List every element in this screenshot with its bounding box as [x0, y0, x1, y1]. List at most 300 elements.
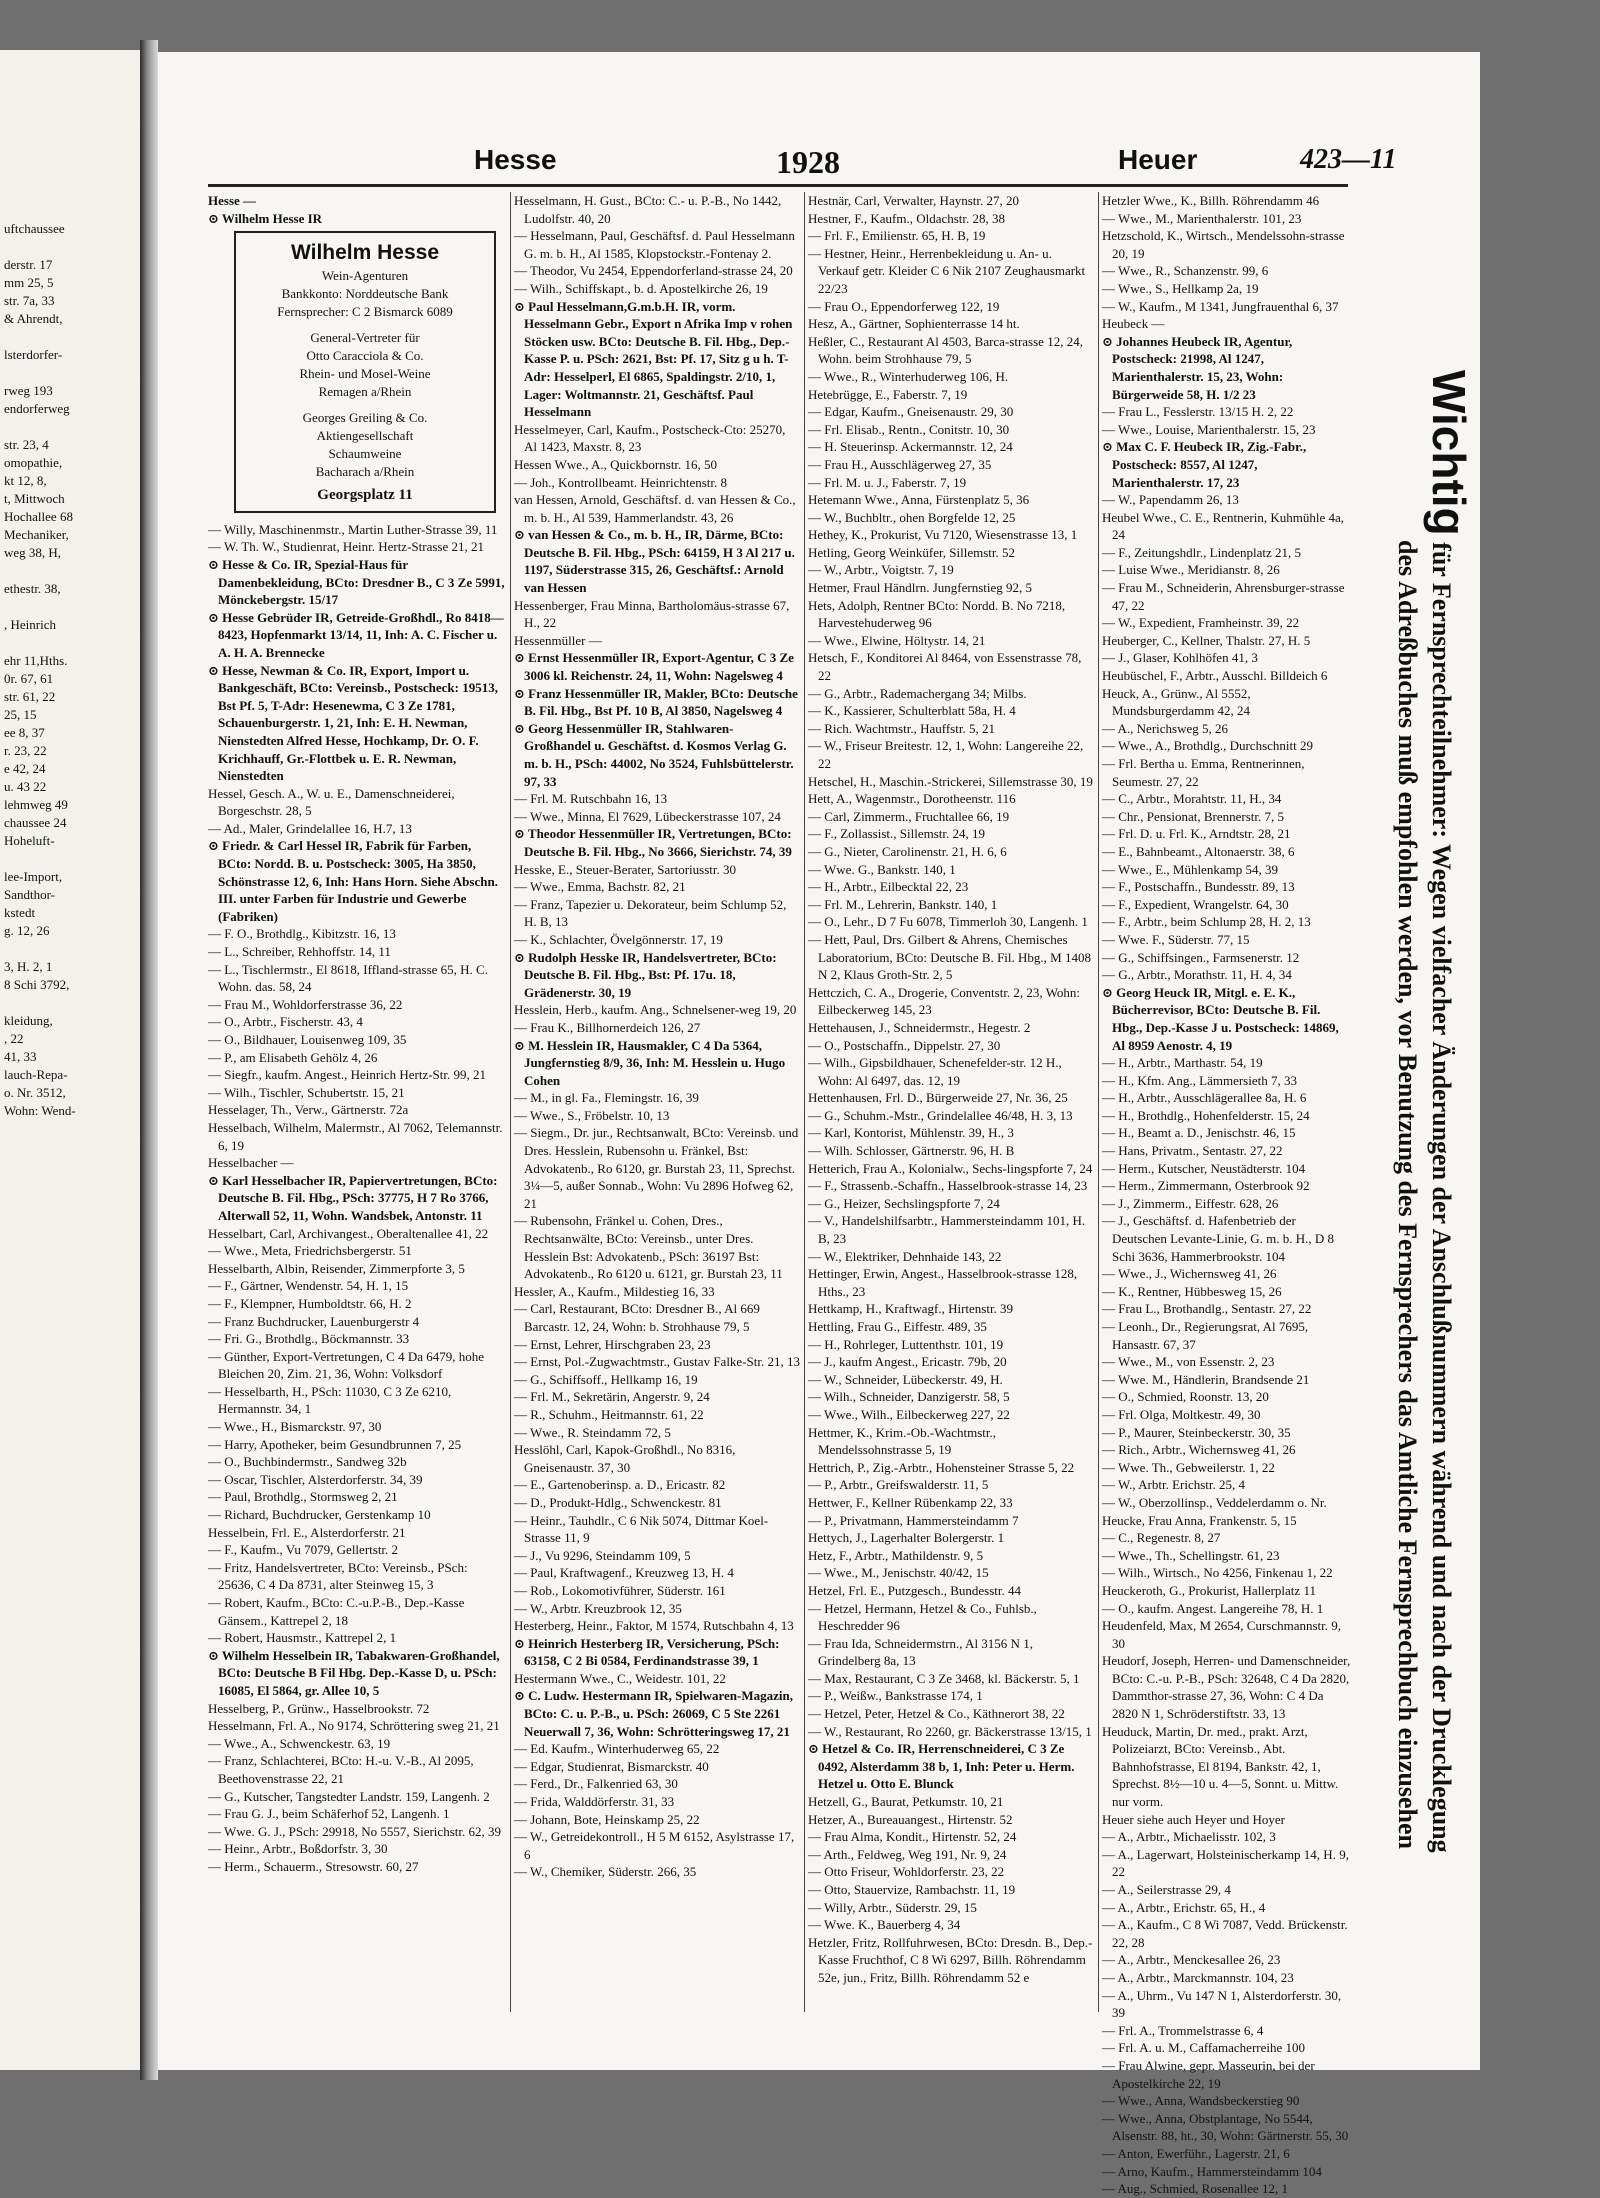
directory-entry: ⊙ M. Hesslein IR, Hausmakler, C 4 Da 5364, Jungfernstieg 8/9, 36, Inh: M. Hesslein u. Hugo Cohen: [514, 1037, 786, 1088]
left-page-line: lee-Import,: [4, 869, 63, 884]
directory-entry: — Frl. F., Emilienstr. 65, H. B, 19: [808, 228, 986, 244]
directory-entry: — Anton, Ewerführ., Lagerstr. 21, 6: [1102, 2145, 1290, 2161]
directory-entry: — Theodor, Vu 2454, Eppendorferland-strasse 24, 20: [514, 263, 793, 279]
directory-entry: — F., Expedient, Wrangelstr. 64, 30: [1102, 896, 1289, 912]
directory-entry: — J., kaufm Angest., Ericastr. 79b, 20: [808, 1354, 1007, 1370]
directory-entry: — Wwe., R., Winterhuderweg 106, H.: [808, 368, 1009, 384]
directory-entry: Hestermann Wwe., C., Weidestr. 101, 22: [514, 1670, 726, 1686]
left-page-line: o. Nr. 3512,: [4, 1085, 66, 1100]
directory-entry: Hettinger, Erwin, Angest., Hasselbrook-strasse 128, Hths., 23: [808, 1266, 1078, 1299]
header-last-name: Heuer: [1118, 144, 1198, 175]
directory-entry: Hesselbart, Carl, Archivangest., Oberaltenallee 41, 22: [208, 1225, 489, 1241]
directory-entry: ⊙ Hesse & Co. IR, Spezial-Haus für Damenbekleidung, BCto: Dresdner B., C 3 Ze 5991, Mönckebergstr. 15/17: [208, 556, 505, 608]
directory-entry: Heßler, C., Restaurant Al 4503, Barca-strasse 12, 24, Wohn. beim Strohhause 79, 5: [808, 333, 1083, 367]
left-page-line: kstedt: [4, 905, 36, 920]
advertisement-box: [234, 231, 496, 513]
directory-entry: — Robert, Hausmstr., Kattrepel 2, 1: [208, 1630, 397, 1646]
directory-entry: — Hetzel, Hermann, Hetzel & Co., Fuhlsb., Heschredder 96: [808, 1600, 1037, 1634]
directory-entry: — Arno, Kaufm., Hammersteindamm 104: [1102, 2163, 1322, 2179]
directory-entry: Hettehausen, J., Schneidermstr., Hegestr. 2: [808, 1019, 1031, 1035]
directory-entry: — Frl. Bertha u. Emma, Rentnerinnen, Seumestr. 27, 22: [1102, 756, 1305, 789]
column-3: [808, 192, 1094, 2012]
directory-entry: Hesselmann, H. Gust., BCto: C.- u. P.-B., No 1442, Ludolfstr. 40, 20: [514, 193, 782, 226]
directory-entry: ⊙ Heinrich Hesterberg IR, Versicherung, PSch: 63158, C 2 Bi 0584, Ferdinandstrasse 39, 1: [514, 1635, 780, 1669]
directory-entry: — Hestner, Heinr., Herrenbekleidung u. An- u. Verkauf getr. Kleider C 6 Nik 2107 Zeughausmarkt 22/23: [808, 245, 1086, 296]
directory-entry: — Wwe., Wilh., Eilbeckerweg 227, 22: [808, 1406, 1010, 1422]
directory-entry: — E., Bahnbeamt., Altonaerstr. 38, 6: [1102, 843, 1295, 859]
directory-entry: — Paul, Brothdlg., Stormsweg 2, 21: [208, 1489, 398, 1505]
directory-entry: Heuberger, C., Kellner, Thalstr. 27, H. 5: [1102, 632, 1311, 648]
directory-entry: — Siegfr., kaufm. Angest., Heinrich Hertz-Str. 99, 21: [208, 1067, 487, 1083]
directory-entry: — H., Arbtr., Ausschlägerallee 8a, H. 6: [1102, 1090, 1307, 1106]
left-page-line: str. 61, 22: [4, 689, 56, 704]
directory-entry: Hethey, K., Prokurist, Vu 7120, Wiesenstrasse 13, 1: [808, 527, 1078, 543]
directory-entry: — Wwe., S., Hellkamp 2a, 19: [1102, 280, 1259, 296]
header-rule: [208, 184, 1348, 187]
directory-entry: van Hessen, Arnold, Geschäftsf. d. van Hessen & Co., m. b. H., Al 539, Hammerlandstr. 43, 26: [514, 492, 796, 525]
directory-entry: — J., Glaser, Kohlhöfen 41, 3: [1102, 650, 1258, 666]
directory-entry: — Heinr., Tauhdlr., C 6 Nik 5074, Dittmar Koel-Strasse 11, 9: [514, 1512, 769, 1546]
left-page-line: e 42, 24: [4, 761, 46, 776]
col1-subheading: ⊙ Wilhelm Hesse IR: [208, 210, 323, 226]
directory-entry: ⊙ van Hessen & Co., m. b. H., IR, Därme, BCto: Deutsche B. Fil. Hbg., PSch: 64159, H 3 Al 217 u. 1197, Süderstrasse 315, 26, Geschäftsf.: Arnold van Hessen: [514, 527, 795, 596]
directory-entry: — A., Uhrm., Vu 147 N 1, Alsterdorferstr. 30, 39: [1102, 1987, 1342, 2021]
directory-entry: — Fritz, Handelsvertreter, BCto: Vereinsb., PSch: 25636, C 4 Da 8731, alter Steinweg 15, 3: [208, 1559, 468, 1593]
directory-entry: — W. Th. W., Studienrat, Heinr. Hertz-Strasse 21, 21: [208, 539, 484, 555]
directory-entry: Hetling, Georg Weinküfer, Sillemstr. 52: [808, 544, 1016, 560]
directory-entry: Hesterberg, Heinr., Faktor, M 1574, Rutschbahn 4, 13: [514, 1618, 794, 1634]
directory-entry: — O., Postschaffn., Dippelstr. 27, 30: [808, 1037, 1001, 1053]
directory-entry: Hetterich, Frau A., Kolonialw., Sechs-lingspforte 7, 24: [808, 1160, 1093, 1176]
directory-entry: Hettych, J., Lagerhalter Bolergerstr. 1: [808, 1530, 1005, 1546]
directory-entry: — Hesselbarth, H., PSch: 11030, C 3 Ze 6210, Hermannstr. 34, 1: [208, 1383, 452, 1417]
directory-entry: Heuduck, Martin, Dr. med., prakt. Arzt, Polizeiarzt, BCto: Vereinsb., Abt. Bahnhofstrasse, El 8194, Bankstr. 42, 1, Sprechst. 8½—10 u. 4—5, Sonnt. u. Mittw. nur vorm.: [1102, 1723, 1339, 1810]
directory-entry: — Frau M., Wohldorferstrasse 36, 22: [208, 996, 403, 1012]
directory-entry: Hettenhausen, Frl. D., Bürgerweide 27, Nr. 36, 25: [808, 1090, 1068, 1106]
directory-entry: — R., Schuhm., Heitmannstr. 61, 22: [514, 1406, 704, 1422]
directory-entry: — A., Arbtr., Michaelisstr. 102, 3: [1102, 1829, 1276, 1845]
directory-entry: ⊙ Max C. F. Heubeck IR, Zig.-Fabr., Postscheck: 8557, Al 1247, Marienthalerstr. 17, 23: [1102, 439, 1307, 490]
left-page-line: r. 23, 22: [4, 743, 47, 758]
ad-line: Remagen a/Rhein: [318, 384, 412, 400]
directory-entry: Hetsch, F., Konditorei Al 8464, von Essenstrasse 78, 22: [808, 650, 1082, 684]
left-page-line: g. 12, 26: [4, 923, 50, 938]
directory-entry: ⊙ Georg Hessenmüller IR, Stahlwaren-Großhandel u. Geschäftst. d. Kosmos Verlag G. m. b. H., PSch: 44002, No 3524, Fuhlsbüttelerstr. 97, 33: [514, 720, 794, 789]
directory-entry: — O., Bildhauer, Louisenweg 109, 35: [208, 1032, 407, 1047]
directory-entry: — Hetzel, Peter, Hetzel & Co., Käthnerort 38, 22: [808, 1706, 1065, 1722]
directory-entry: — Frl. Olga, Moltkestr. 49, 30: [1102, 1406, 1261, 1422]
directory-entry: — Rich., Arbtr., Wichernsweg 41, 26: [1102, 1442, 1296, 1458]
ad-line: Rhein- und Mosel-Weine: [299, 366, 431, 382]
directory-entry: — Wwe., Minna, El 7629, Lübeckerstrasse 107, 24: [514, 808, 781, 824]
left-page-line: [0, 364, 140, 382]
directory-entry: Hettkamp, H., Kraftwagf., Hirtenstr. 39: [808, 1301, 1014, 1317]
column-4: [1102, 192, 1352, 2197]
ad-address: Georgsplatz 11: [317, 487, 413, 504]
directory-entry: — Wwe. G. J., PSch: 29918, No 5557, Sierichstr. 62, 39: [208, 1823, 501, 1839]
directory-entry: ⊙ Wilhelm Hesselbein IR, Tabakwaren-Großhandel, BCto: Deutsche B Fil Hbg. Dep.-Kasse D, u. PSch: 16085, El 5864, gr. Allee 10, 5: [208, 1647, 500, 1698]
directory-entry: — Frau Alwine, gepr. Masseurin, bei der Apostelkirche 22, 19: [1102, 2057, 1315, 2091]
directory-entry: — Heinr., Arbtr., Boßdorfstr. 3, 30: [208, 1841, 388, 1857]
directory-entry: Heuer siehe auch Heyer und Hoyer: [1102, 1811, 1286, 1827]
directory-entry: — Johann, Bote, Heinskamp 25, 22: [514, 1811, 700, 1827]
ad-line: Aktiengesellschaft: [316, 428, 414, 444]
directory-entry: — Ernst, Pol.-Zugwachtmstr., Gustav Falke-Str. 21, 13: [514, 1354, 800, 1370]
left-page-line: Mechaniker,: [4, 527, 69, 542]
left-page-line: rweg 193: [4, 383, 53, 398]
directory-entry: — H., Arbtr., Marthastr. 54, 19: [1102, 1055, 1263, 1071]
directory-entry: — Wwe., A., Schwenckestr. 63, 19: [208, 1735, 391, 1751]
directory-entry: ⊙ Hesse Gebrüder IR, Getreide-Großhdl., Ro 8418—8423, Hopfenmarkt 13/14, 11, Inh: A. C. Fischer u. A. H. A. Brennecke: [208, 609, 504, 660]
directory-entry: — H., Beamt a. D., Jenischstr. 46, 15: [1102, 1125, 1296, 1141]
directory-entry: — L., Tischlermstr., El 8618, Iffland-strasse 65, H. C. Wohn. das. 58, 24: [208, 961, 488, 995]
ad-line: Fernsprecher: C 2 Bismarck 6089: [277, 304, 453, 320]
directory-entry: — Wilh., Schiffskapt., b. d. Apostelkirche 26, 19: [514, 280, 768, 296]
directory-entry: — Wwe. Th., Gebweilerstr. 1, 22: [1102, 1459, 1275, 1475]
directory-entry: — Willy, Arbtr., Süderstr. 29, 15: [808, 1899, 977, 1915]
ad-line: Bacharach a/Rhein: [315, 464, 415, 480]
col1-entries: [208, 521, 506, 1876]
directory-entry: — A., Nerichsweg 5, 26: [1102, 720, 1229, 736]
directory-entry: Hesz, A., Gärtner, Sophienterrasse 14 ht.: [808, 316, 1020, 332]
directory-entry: — Wwe., Emma, Bachstr. 82, 21: [514, 879, 686, 895]
directory-entry: Heucke, Frau Anna, Frankenstr. 5, 15: [1102, 1512, 1297, 1528]
directory-entry: — W., Elektriker, Dehnhaide 143, 22: [808, 1248, 1002, 1264]
left-page-line: Wohn: Wend-: [4, 1103, 76, 1118]
directory-entry: — G., Heizer, Sechslingspforte 7, 24: [808, 1195, 1000, 1211]
directory-entry: — Wilh., Gipsbildhauer, Schenefelder-str. 12 H., Wohn: Al 6497, das. 12, 19: [808, 1055, 1062, 1088]
notice-title: Wichtig: [1423, 370, 1475, 536]
directory-entry: — C., Regenestr. 8, 27: [1102, 1530, 1221, 1546]
directory-entry: — Paul, Kraftwagenf., Kreuzweg 13, H. 4: [514, 1565, 734, 1581]
directory-entry: ⊙ Hetzel & Co. IR, Herrenschneiderei, C 3 Ze 0492, Alsterdamm 38 b, 1, Inh: Peter u. Herm. Hetzel u. Otto E. Blunck: [808, 1741, 1075, 1792]
directory-entry: — Wilh., Wirtsch., No 4256, Finkenau 1, 22: [1102, 1565, 1333, 1581]
directory-entry: — Frl. M., Lehrerin, Bankstr. 140, 1: [808, 896, 998, 912]
side-notice-banner: [1362, 370, 1478, 1870]
directory-entry: Hesselbarth, Albin, Reisender, Zimmerpforte 3, 5: [208, 1260, 465, 1276]
ad-line: Otto Caracciola & Co.: [306, 348, 424, 364]
directory-entry: — Franz, Tapezier u. Dekorateur, beim Schlump 52, H. B, 13: [514, 896, 787, 930]
directory-entry: Hetmer, Fraul Händlrn. Jungfernstieg 92, 5: [808, 580, 1033, 596]
directory-entry: — A., Lagerwart, Holsteinischerkamp 14, H. 9, 22: [1102, 1846, 1349, 1880]
directory-entry: Hesslöhl, Carl, Kapok-Großhdl., No 8316, Gneisenaustr. 37, 30: [514, 1442, 736, 1475]
directory-entry: — Wwe., Anna, Wandsbeckerstieg 90: [1102, 2093, 1300, 2109]
directory-entry: Hesselmann, Frl. A., No 9174, Schröttering sweg 21, 21: [208, 1718, 500, 1734]
directory-entry: — Hett, Paul, Drs. Gilbert & Ahrens, Chemisches Laboratorium, BCto: Deutsche B. Fil. Hbg., M 1408 N 2, Klaus Groth-Str. 2, 5: [808, 931, 1091, 983]
directory-entry: — Karl, Kontorist, Mühlenstr. 39, H., 3: [808, 1125, 1014, 1141]
directory-entry: Hetebrügge, E., Faberstr. 7, 19: [808, 386, 968, 402]
left-page-line: endorferweg: [4, 401, 70, 416]
directory-entry: — F., Gärtner, Wendenstr. 54, H. 1, 15: [208, 1278, 409, 1294]
directory-entry: Hettling, Frau G., Eiffestr. 489, 35: [808, 1319, 987, 1334]
directory-entry: — H., Kfm. Ang., Lämmersieth 7, 33: [1102, 1072, 1297, 1088]
directory-entry: Heubel Wwe., C. E., Rentnerin, Kuhmühle 4a, 24: [1102, 509, 1345, 543]
left-page-line: [0, 850, 140, 868]
directory-entry: — Wilh. Schlosser, Gärtnerstr. 96, H. B: [808, 1143, 1015, 1159]
column-divider: [804, 192, 805, 2012]
page-header: [158, 144, 1480, 184]
notice-line-2: des Adreßbuches muß empfohlen werden, vor Benutzung des Fernsprechers das Amtliche Fernsprechbuch einzusehen: [1393, 540, 1422, 1849]
directory-entry: — Günther, Export-Vertretungen, C 4 Da 6479, hohe Bleichen 20, Zim. 21, 36, Wohn: Volksdorf: [208, 1348, 485, 1382]
directory-entry: — Edgar, Studienrat, Bismarckstr. 40: [514, 1758, 709, 1774]
directory-entry: Hett, A., Wagenmstr., Dorotheenstr. 116: [808, 791, 1016, 807]
directory-entry: Hettwer, F., Kellner Rübenkamp 22, 33: [808, 1494, 1013, 1510]
directory-entry: Hetzschold, K., Wirtsch., Mendelssohn-strasse 20, 19: [1102, 228, 1345, 261]
left-page-line: lauch-Repa-: [4, 1067, 68, 1082]
directory-entry: — Wwe., R., Schanzenstr. 99, 6: [1102, 263, 1269, 279]
directory-entry: — Frau L., Brothandlg., Sentastr. 27, 22: [1102, 1301, 1312, 1317]
left-page-line: [0, 940, 140, 958]
directory-entry: Heubüschel, F., Arbtr., Ausschl. Billdeich 6: [1102, 668, 1328, 684]
left-page-line: [0, 598, 140, 616]
directory-entry: — Wwe., Anna, Obstplantage, No 5544, Alsenstr. 88, ht., 30, Wohn: Gärtnerstr. 55, 30: [1102, 2110, 1349, 2144]
directory-entry: — Hesselmann, Paul, Geschäftsf. d. Paul Hesselmann G. m. b. H., Al 1585, Klopstockstr.-Fontenay 2.: [514, 228, 795, 261]
directory-entry: — A., Arbtr., Erichstr. 65, H., 4: [1102, 1899, 1266, 1915]
directory-entry: — Franz Buchdrucker, Lauenburgerstr 4: [208, 1313, 420, 1329]
directory-entry: — V., Handelshilfsarbtr., Hammersteindamm 101, H. B, 23: [808, 1213, 1086, 1247]
directory-entry: — Otto, Stauervize, Rambachstr. 11, 19: [808, 1882, 1016, 1897]
directory-entry: ⊙ Karl Hesselbacher IR, Papiervertretungen, BCto: Deutsche B. Fil. Hbg., PSch: 37775, H 7 Ro 3766, Alterwall 52, 11, Wohn. Wandsbek, Antonstr. 11: [208, 1172, 498, 1223]
directory-entry: Hesselager, Th., Verw., Gärtnerstr. 72a: [208, 1102, 409, 1118]
directory-entry: — W., Arbtr., Voigtstr. 7, 19: [808, 562, 954, 578]
directory-entry: — Wwe. F., Süderstr. 77, 15: [1102, 931, 1250, 947]
directory-entry: — A., Seilerstrasse 29, 4: [1102, 1882, 1231, 1897]
left-page-line: omopathie,: [4, 455, 63, 470]
directory-entry: — W., Oberzollinsp., Veddelerdamm o. Nr.: [1102, 1494, 1327, 1510]
left-page-line: uftchaussee: [4, 221, 65, 236]
ad-line: Schaumweine: [328, 446, 402, 462]
directory-entry: Heuck, A., Grünw., Al 5552, Mundsburgerdamm 42, 24: [1102, 685, 1251, 719]
left-page-line: str. 23, 4: [4, 437, 49, 452]
column-divider: [510, 192, 511, 2012]
directory-entry: — A., Arbtr., Menckesallee 26, 23: [1102, 1952, 1281, 1968]
directory-entry: — W., Papendamm 26, 13: [1102, 492, 1239, 508]
directory-entry: — Wwe. G., Bankstr. 140, 1: [808, 861, 956, 877]
left-page-line: [0, 328, 140, 346]
directory-entry: — Carl, Zimmerm., Fruchtallee 66, 19: [808, 808, 1010, 824]
directory-entry: — G., Schiffsoff., Hellkamp 16, 19: [514, 1371, 698, 1387]
left-page-line: [0, 418, 140, 436]
left-page-line: 8 Schi 3792,: [4, 977, 70, 992]
left-page-line: mm 25, 5: [4, 275, 54, 290]
directory-entry: Hesselbach, Wilhelm, Malermstr., Al 7062, Telemannstr. 6, 19: [208, 1119, 503, 1153]
directory-entry: — F., Klempner, Humboldtstr. 66, H. 2: [208, 1295, 412, 1311]
directory-entry: — Frau Alma, Kondit., Hirtenstr. 52, 24: [808, 1829, 1017, 1845]
left-page-line: str. 7a, 33: [4, 293, 55, 308]
directory-entry: — Wwe., M., von Essenstr. 2, 23: [1102, 1354, 1275, 1370]
left-facing-page-fragment: [0, 50, 140, 2070]
directory-entry: — W., Getreidekontroll., H 5 M 6152, Asylstrasse 17, 6: [514, 1829, 795, 1862]
scan-background: [1480, 0, 1600, 2177]
directory-entry: — J., Zimmerm., Eiffestr. 628, 26: [1102, 1195, 1279, 1211]
directory-entry: Hesselberg, P., Grünw., Hasselbrookstr. 72: [208, 1700, 430, 1716]
left-page-line: chaussee 24: [4, 815, 67, 830]
directory-entry: — Frl. M. Rutschbahn 16, 13: [514, 791, 668, 807]
directory-entry: — Frau K., Billhornerdeich 126, 27: [514, 1019, 701, 1035]
directory-entry: — A., Kaufm., C 8 Wi 7087, Vedd. Brückenstr. 22, 28: [1102, 1917, 1348, 1950]
directory-entry: — Wwe., R. Steindamm 72, 5: [514, 1424, 671, 1440]
directory-entry: — Aug., Schmied, Rosenallee 12, 1: [1102, 2181, 1288, 2197]
directory-entry: — F., Zeitungshdlr., Lindenplatz 21, 5: [1102, 544, 1301, 560]
directory-entry: — K., Rentner, Hübbesweg 15, 26: [1102, 1283, 1282, 1299]
left-page-line: Hochallee 68: [4, 509, 73, 524]
directory-entry: — Wwe., M., Marienthalerstr. 101, 23: [1102, 210, 1302, 226]
directory-entry: — Frau M., Schneiderin, Ahrensburger-strasse 47, 22: [1102, 580, 1345, 613]
directory-entry: — F. O., Brothdlg., Kibitzstr. 16, 13: [208, 926, 396, 942]
ad-line: General-Vertreter für: [310, 330, 420, 346]
directory-entry: — F., Zollassist., Sillemstr. 24, 19: [808, 826, 986, 842]
directory-entry: — Frl. M., Sekretärin, Angerstr. 9, 24: [514, 1389, 710, 1405]
directory-entry: Hetz, F., Arbtr., Mathildenstr. 9, 5: [808, 1547, 984, 1563]
directory-entry: — Frau Ida, Schneidermstrn., Al 3156 N 1, Grindelberg 8a, 13: [808, 1635, 1033, 1669]
directory-entry: — W., Arbtr. Kreuzbrook 12, 35: [514, 1600, 682, 1616]
directory-entry: — Wwe. M., Händlerin, Brandsende 21: [1102, 1371, 1310, 1387]
directory-entry: — Leonh., Dr., Regierungsrat, Al 7695, Hansastr. 67, 37: [1102, 1319, 1309, 1352]
directory-entry: — F., Kaufm., Vu 7079, Gellertstr. 2: [208, 1542, 399, 1558]
directory-entry: ⊙ Johannes Heubeck IR, Agentur, Postscheck: 21998, Al 1247, Marienthalerstr. 15, 23, Wohn: Bürgerweide 58, H. 1/2 23: [1102, 333, 1293, 402]
directory-entry: Hetzel, Frl. E., Putzgesch., Bundesstr. 44: [808, 1582, 1022, 1598]
directory-entry: Heudorf, Joseph, Herren- und Damenschneider, BCto: C.-u. P.-B., PSch: 32648, C 4 Da 2820, Dammthor-strasse 27, 36, Wohn: C 4 Da 2820 N 1, Schröderstiftstr. 33, 13: [1102, 1653, 1351, 1722]
directory-entry: — W., Friseur Breitestr. 12, 1, Wohn: Langereihe 22, 22: [808, 738, 1084, 771]
directory-entry: — Frl. D. u. Frl. K., Arndtstr. 28, 21: [1102, 826, 1291, 842]
directory-entry: — Joh., Kontrollbeamt. Heinrichtenstr. 8: [514, 474, 728, 490]
directory-entry: ⊙ Hesse, Newman & Co. IR, Export, Import u. Bankgeschäft, BCto: Vereinsb., Postscheck: 19513, Bst Pf. 5, T-Adr: Hesenewma, C 3 Ze 1781, Schauenburgerstr. 1, 21, Inh: E. H. Newman, Nienstedten Alfred Hesse, Hochkamp, Dr. O. F. Krichhauff, Gr.-Flottbek u. E. R. Newman, Nienstedten: [208, 662, 498, 784]
directory-entry: — Wwe., Meta, Friedrichsbergerstr. 51: [208, 1243, 412, 1259]
left-page-line: [0, 994, 140, 1012]
directory-entry: — Rob., Lokomotivführer, Süderstr. 161: [514, 1582, 726, 1598]
left-page-line: [0, 238, 140, 256]
directory-entry: — Ernst, Lehrer, Hirschgraben 23, 23: [514, 1336, 711, 1352]
directory-entry: Heudenfeld, Max, M 2654, Curschmannstr. 9, 30: [1102, 1618, 1342, 1651]
directory-entry: — Wwe., Louise, Marienthalerstr. 15, 23: [1102, 421, 1316, 437]
column-2: [514, 192, 800, 2012]
directory-entry: — G., Kutscher, Tangstedter Landstr. 159, Langenh. 2: [208, 1788, 490, 1804]
directory-entry: — Franz, Schlachterei, BCto: H.-u. V.-B., Al 2095, Beethovenstrasse 22, 21: [208, 1753, 474, 1786]
directory-entry: Hessler, A., Kaufm., Mildestieg 16, 33: [514, 1283, 715, 1299]
directory-entry: — Rubensohn, Fränkel u. Cohen, Dres., Rechtsanwälte, BCto: Vereinsb., unter Dres. Hesslein Bst: Advokatenb., PSch: 36197 Bst: Advokatenb., Ro 6120 u. 6121, gr. Burstah 23, 11: [514, 1213, 783, 1282]
directory-entry: — K., Kassierer, Schulterblatt 58a, H. 4: [808, 703, 1016, 719]
directory-entry: Hessenmüller —: [514, 632, 602, 648]
left-page-line: 3, H. 2, 1: [4, 959, 53, 974]
directory-entry: Heubeck —: [1102, 316, 1165, 332]
directory-entry: — F., Strassenb.-Schaffn., Hasselbrook-strasse 14, 23: [808, 1178, 1088, 1194]
left-page-line: Sandthor-: [4, 887, 56, 902]
directory-entry: — H., Rohrleger, Luttenthstr. 101, 19: [808, 1336, 1004, 1352]
left-page-line: 25, 15: [4, 707, 37, 722]
book-gutter: [140, 40, 158, 2080]
directory-entry: — Carl, Restaurant, BCto: Dresdner B., Al 669 Barcastr. 12, 24, Wohn: b. Strohhause 79, 5: [514, 1301, 760, 1334]
directory-entry: — H., Brothdlg., Hohenfelderstr. 15, 24: [1102, 1107, 1310, 1123]
directory-entry: — P., Privatmann, Hammersteindamm 7: [808, 1512, 1019, 1528]
directory-entry: — Siegm., Dr. jur., Rechtsanwalt, BCto: Vereinsb. und Dres. Hesslein, Rubensohn u. Fränkel, Bst: Advokatenb., Ro 6120, gr. Burstah 23, 11, Sprechst. 3¼—5, außer Sonnab., Wohn: Vu 2896 Hofweg 62, 21: [514, 1125, 799, 1211]
directory-entry: — Edgar, Kaufm., Gneisenaustr. 29, 30: [808, 404, 1014, 420]
directory-entry: — Herm., Schauerm., Stresowstr. 60, 27: [208, 1858, 419, 1874]
left-page-line: ethestr. 38,: [4, 581, 61, 596]
directory-entry: — Frau G. J., beim Schäferhof 52, Langenh. 1: [208, 1806, 450, 1822]
directory-entry: Hestnär, Carl, Verwalter, Haynstr. 27, 20: [808, 193, 1020, 208]
left-page-line: kt 12, 8,: [4, 473, 47, 488]
directory-entry: — G., Nieter, Carolinenstr. 21, H. 6, 6: [808, 843, 1007, 859]
column-1: [208, 192, 506, 2012]
directory-entry: ⊙ Franz Hessenmüller IR, Makler, BCto: Deutsche B. Fil. Hbg., Bst Pf. 10 B, Al 3850, Nagelsweg 4: [514, 685, 798, 719]
directory-entry: — Herm., Zimmermann, Osterbrook 92: [1102, 1178, 1310, 1194]
directory-entry: — W., Expedient, Framheinstr. 39, 22: [1102, 615, 1300, 631]
directory-entry: — Wwe., S., Fröbelstr. 10, 13: [514, 1107, 670, 1123]
directory-entry: — Frau L., Fesslerstr. 13/15 H. 2, 22: [1102, 404, 1294, 420]
left-page-line: ehr 11,Hths.: [4, 653, 68, 668]
directory-entry: — W., Arbtr. Erichstr. 25, 4: [1102, 1477, 1245, 1493]
directory-entry: — Wwe., E., Mühlenkamp 54, 39: [1102, 861, 1278, 877]
directory-entry: — J., Geschäftsf. d. Hafenbetrieb der Deutschen Levante-Linie, G. m. b. H., D 8 Schi 3636, Hammerbrookstr. 104: [1102, 1213, 1335, 1264]
directory-entry: — F., Postschaffn., Bundesstr. 89, 13: [1102, 879, 1295, 895]
directory-entry: — W., Restaurant, Ro 2260, gr. Bäckerstrasse 13/15, 1: [808, 1723, 1092, 1739]
directory-entry: Hetschel, H., Maschin.-Strickerei, Sillemstrasse 30, 19: [808, 773, 1093, 789]
directory-entry: — Frl. Elisab., Rentn., Conitstr. 10, 30: [808, 421, 1010, 437]
left-page-line: lsterdorfer-: [4, 347, 63, 362]
directory-entry: Hesselbein, Frl. E., Alsterdorferstr. 21: [208, 1524, 406, 1540]
directory-entry: — Otto Friseur, Wohldorferstr. 23, 22: [808, 1864, 1005, 1880]
directory-entry: Hettmer, K., Krim.-Ob.-Wachtmstr., Mendelssohnstrasse 5, 19: [808, 1424, 996, 1458]
directory-entry: — O., Arbtr., Fischerstr. 43, 4: [208, 1014, 363, 1030]
directory-entry: — Frl. A. u. M., Caffamacherreihe 100: [1102, 2040, 1306, 2056]
directory-entry: — H., Arbtr., Eilbecktal 22, 23: [808, 879, 969, 895]
directory-entry: — Wwe., Elwine, Höltystr. 14, 21: [808, 632, 986, 648]
directory-entry: — Wilh., Schneider, Danzigerstr. 58, 5: [808, 1389, 1010, 1405]
directory-entry: — Richard, Buchdrucker, Gerstenkamp 10: [208, 1507, 431, 1523]
directory-entry: Hetzler, Fritz, Rollfuhrwesen, BCto: Dresdn. B., Dep.-Kasse Fruchthof, C 8 Wi 6297, Billh. Röhrendamm 52e, jun., Fritz, Billh. Röhrendamm 52 e: [808, 1934, 1093, 1985]
directory-entry: — Frl. A., Trommelstrasse 6, 4: [1102, 2022, 1264, 2038]
directory-entry: — Wwe., M., Jenischstr. 40/42, 15: [808, 1565, 989, 1581]
column-divider: [1098, 192, 1099, 2012]
directory-entry: — O., Lehr., D 7 Fu 6078, Timmerloh 30, Langenh. 1: [808, 914, 1088, 930]
directory-entry: Hessenberger, Frau Minna, Bartholomäus-strasse 67, H., 22: [514, 597, 790, 631]
directory-entry: — F., Arbtr., beim Schlump 28, H. 2, 13: [1102, 914, 1311, 930]
directory-entry: ⊙ Georg Heuck IR, Mitgl. e. E. K., Bücherrevisor, BCto: Deutsche B. Fil. Hbg., Dep.-Kasse J u. Postscheck: 14869, Al 8959 Aenostr. 4, 19: [1102, 984, 1339, 1053]
left-page-line: & Ahrendt,: [4, 311, 63, 326]
directory-entry: Hets, Adolph, Rentner BCto: Nordd. B. No 7218, Harvestehuderweg 96: [808, 597, 1066, 631]
directory-entry: — P., am Elisabeth Gehölz 4, 26: [208, 1049, 378, 1065]
directory-entry: — Max, Restaurant, C 3 Ze 3468, kl. Bäckerstr. 5, 1: [808, 1670, 1080, 1686]
directory-entry: — P., Weißw., Bankstrasse 174, 1: [808, 1688, 983, 1704]
left-page-line: derstr. 17: [4, 257, 53, 272]
directory-entry: ⊙ Ernst Hessenmüller IR, Export-Agentur, C 3 Ze 3006 kl. Reichenstr. 24, 11, Wohn: Nagelsweg 4: [514, 650, 794, 684]
directory-entry: — Wwe., H., Bismarckstr. 97, 30: [208, 1419, 382, 1435]
directory-entry: Hesselbacher —: [208, 1155, 294, 1171]
directory-entry: — G., Schuhm.-Mstr., Grindelallee 46/48, H. 3, 13: [808, 1107, 1073, 1123]
directory-entry: — Frau O., Eppendorferweg 122, 19: [808, 298, 1000, 314]
directory-entry: — G., Arbtr., Rademachergang 34; Milbs.: [808, 685, 1027, 701]
directory-entry: — A., Arbtr., Marckmannstr. 104, 23: [1102, 1969, 1294, 1985]
left-page-line: 41, 33: [4, 1049, 37, 1064]
ad-line: Georges Greiling & Co.: [302, 410, 428, 426]
directory-entry: — O., kaufm. Angest. Langereihe 78, H. 1: [1102, 1600, 1324, 1616]
directory-entry: — G., Arbtr., Morathstr. 11, H. 4, 34: [1102, 967, 1292, 983]
left-page-line: Hoheluft-: [4, 833, 55, 848]
directory-entry: — Wwe., A., Brothdlg., Durchschnitt 29: [1102, 738, 1313, 754]
header-first-name: Hesse: [474, 144, 557, 175]
ad-company-name: Wilhelm Hesse: [290, 241, 440, 265]
directory-entry: — Herm., Kutscher, Neustädterstr. 104: [1102, 1160, 1306, 1176]
directory-entry: — Luise Wwe., Meridianstr. 8, 26: [1102, 562, 1280, 578]
directory-entry: — Wwe., Th., Schellingstr. 61, 23: [1102, 1547, 1280, 1563]
directory-entry: — H. Steuerinsp. Ackermannstr. 12, 24: [808, 439, 1013, 455]
notice-line-1: für Fernsprechteilnehmer: Wegen vielfacher Änderungen der Anschlußnummern während und nach der Drucklegung: [1427, 542, 1456, 1853]
directory-entry: — E., Gartenoberinsp. a. D., Ericastr. 82: [514, 1477, 726, 1493]
directory-entry: — Hans, Privatm., Sentastr. 27, 22: [1102, 1143, 1283, 1159]
directory-entry: — O., Schmied, Roonstr. 13, 20: [1102, 1389, 1269, 1405]
left-page-line: , 22: [4, 1031, 24, 1046]
directory-entry: ⊙ C. Ludw. Hestermann IR, Spielwaren-Magazin, BCto: C. u. P.-B., u. PSch: 26069, C 5 Ste 2261 Neuerwall 7, 36, Wohn: Schrötteringsweg 17, 21: [514, 1688, 793, 1739]
